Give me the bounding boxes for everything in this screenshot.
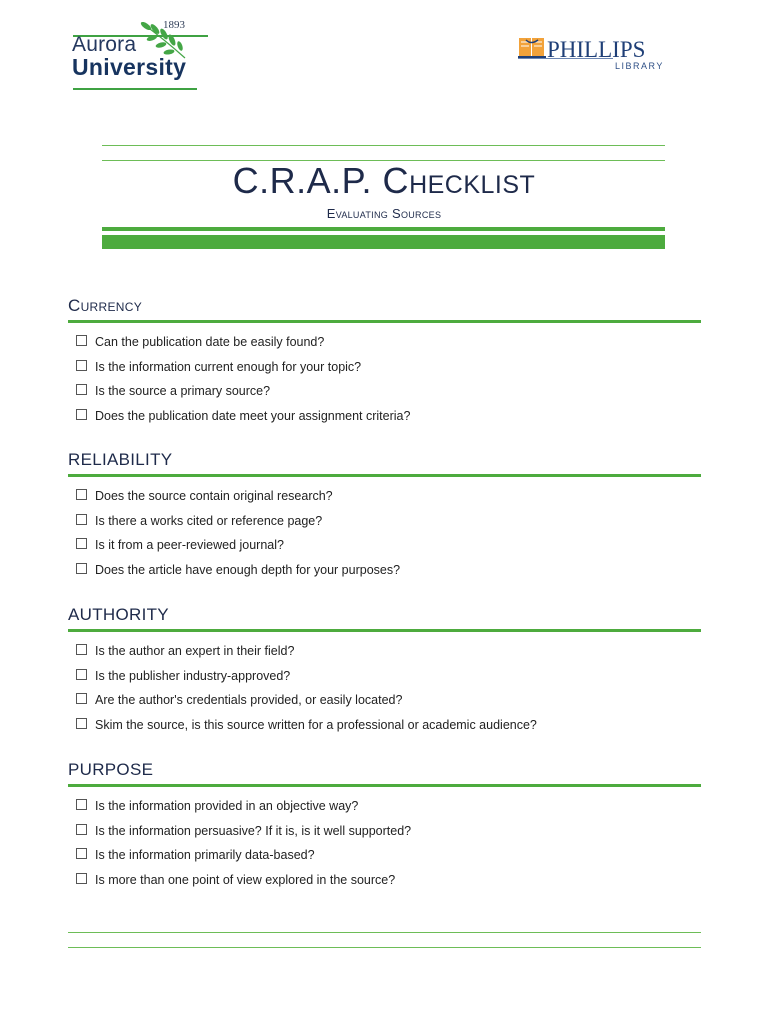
checklist-item: Is the information persuasive? If it is, is it well supported? xyxy=(68,819,701,844)
checkbox[interactable] xyxy=(76,409,87,420)
checkbox[interactable] xyxy=(76,563,87,574)
checkbox[interactable] xyxy=(76,669,87,680)
header-rule xyxy=(102,145,665,146)
section-purpose xyxy=(68,759,701,892)
checkbox[interactable] xyxy=(76,538,87,549)
checklist-item: Is there a works cited or reference page? xyxy=(68,509,701,534)
checkbox[interactable] xyxy=(76,489,87,500)
checkbox[interactable] xyxy=(76,644,87,655)
checklist-item: Are the author's credentials provided, or easily located? xyxy=(68,688,701,713)
checklist-item: Is the publisher industry-approved? xyxy=(68,664,701,689)
checklist-item: Is more than one point of view explored in the source? xyxy=(68,868,701,893)
section-heading: PURPOSE xyxy=(68,760,154,779)
section-authority xyxy=(68,604,701,737)
checklist-item: Is the information primarily data-based? xyxy=(68,843,701,868)
checkbox[interactable] xyxy=(76,718,87,729)
section-heading: RELIABILITY xyxy=(68,450,173,469)
checklist-item: Is the author an expert in their field? xyxy=(68,639,701,664)
checklist-item: Is the information current enough for your topic? xyxy=(68,355,701,380)
section-heading: AUTHORITY xyxy=(68,605,169,624)
checklist-item: Is the source a primary source? xyxy=(68,379,701,404)
section-reliability xyxy=(68,449,701,582)
book-icon xyxy=(518,36,546,60)
checkbox[interactable] xyxy=(76,873,87,884)
checklist xyxy=(68,794,701,892)
checklist xyxy=(68,639,701,737)
checklist xyxy=(68,330,701,428)
checklist-item: Does the publication date meet your assignment criteria? xyxy=(68,404,701,429)
footer-rule xyxy=(68,947,701,948)
checklist-item: Can the publication date be easily found? xyxy=(68,330,701,355)
section-heading: Currency xyxy=(68,296,143,315)
page-title xyxy=(0,160,768,202)
checkbox[interactable] xyxy=(76,384,87,395)
checkbox[interactable] xyxy=(76,799,87,810)
header-band xyxy=(102,235,665,249)
checkbox[interactable] xyxy=(76,335,87,346)
logo-library-text: LIBRARY xyxy=(615,61,664,71)
checkbox[interactable] xyxy=(76,824,87,835)
section-rule xyxy=(68,784,701,787)
checkbox[interactable] xyxy=(76,360,87,371)
checklist-item: Does the source contain original research? xyxy=(68,484,701,509)
section-rule xyxy=(68,320,701,323)
logo-aurora-text: Aurora xyxy=(72,33,137,56)
checkbox[interactable] xyxy=(76,514,87,525)
header-divider xyxy=(102,227,665,231)
checklist-item: Is the information provided in an objective way? xyxy=(68,794,701,819)
checkbox[interactable] xyxy=(76,693,87,704)
founding-year: 1893 xyxy=(163,19,185,31)
footer-rule xyxy=(68,932,701,933)
checklist-item: Is it from a peer-reviewed journal? xyxy=(68,533,701,558)
checklist xyxy=(68,484,701,582)
checkbox[interactable] xyxy=(76,848,87,859)
title-text: C.R.A.P. Checklist xyxy=(232,160,536,201)
logo-university-text: University xyxy=(72,54,187,80)
phillips-library-logo xyxy=(518,36,664,76)
logo-rule xyxy=(73,88,197,90)
page-subtitle: Evaluating Sources xyxy=(326,206,442,221)
logo-phillips-text: PHILLIPS xyxy=(547,37,646,62)
checklist-item: Does the article have enough depth for your purposes? xyxy=(68,558,701,583)
section-rule xyxy=(68,474,701,477)
section-currency xyxy=(68,295,701,428)
section-rule xyxy=(68,629,701,632)
checklist-item: Skim the source, is this source written for a professional or academic audience? xyxy=(68,713,701,738)
aurora-university-logo xyxy=(70,18,215,94)
